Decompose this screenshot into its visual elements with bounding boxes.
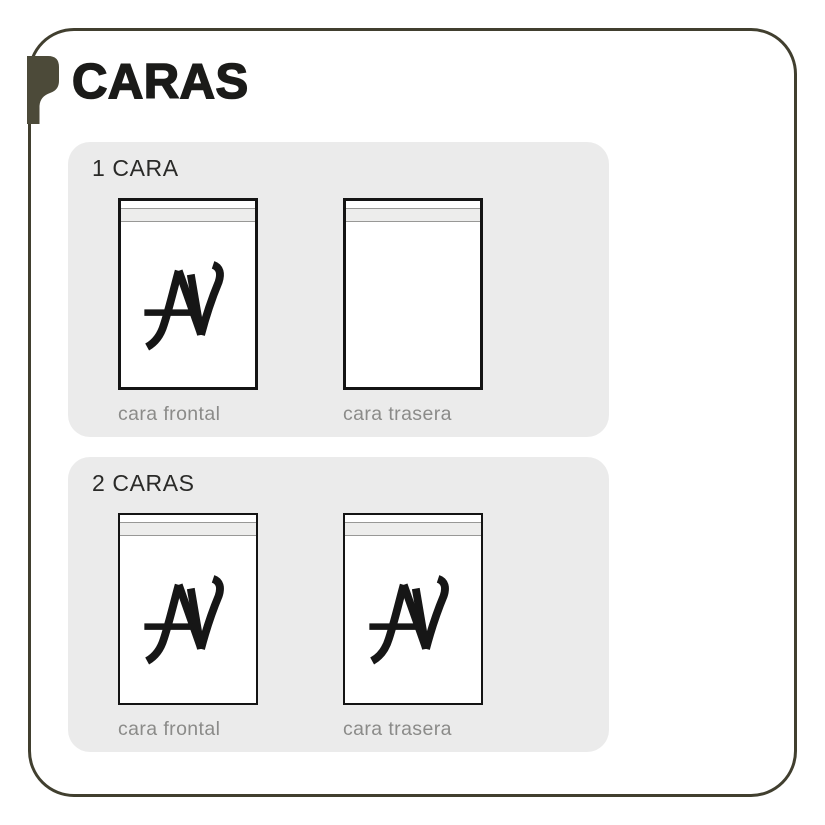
section-heading: 2 CARAS <box>92 470 195 496</box>
bag-front-mockup <box>118 513 258 705</box>
bags-row <box>118 513 483 741</box>
bookmark-tab-icon <box>27 56 61 124</box>
bag-caption: cara trasera <box>343 718 452 740</box>
section-heading: 1 CARA <box>92 155 179 181</box>
section-panel-1-cara <box>68 142 609 437</box>
bag-caption: cara frontal <box>118 718 221 740</box>
bag-back-mockup <box>343 513 483 705</box>
bag-back-mockup <box>343 198 483 390</box>
av-monogram-icon <box>366 570 460 674</box>
page-title: CARAS <box>72 55 249 109</box>
bag-item-front <box>118 513 258 741</box>
bag-item-back <box>343 513 483 741</box>
bag-item-front <box>118 198 258 426</box>
bag-seal-strip <box>345 522 481 536</box>
bag-caption: cara trasera <box>343 403 452 425</box>
bag-seal-strip <box>120 522 256 536</box>
bags-row <box>118 198 483 426</box>
bag-caption: cara frontal <box>118 403 221 425</box>
section-panel-2-caras <box>68 457 609 752</box>
bag-front-mockup <box>118 198 258 390</box>
av-monogram-icon <box>141 570 235 674</box>
bag-seal-strip <box>121 208 255 222</box>
bag-seal-strip <box>346 208 480 222</box>
bag-item-back <box>343 198 483 426</box>
av-monogram-icon <box>141 256 235 360</box>
